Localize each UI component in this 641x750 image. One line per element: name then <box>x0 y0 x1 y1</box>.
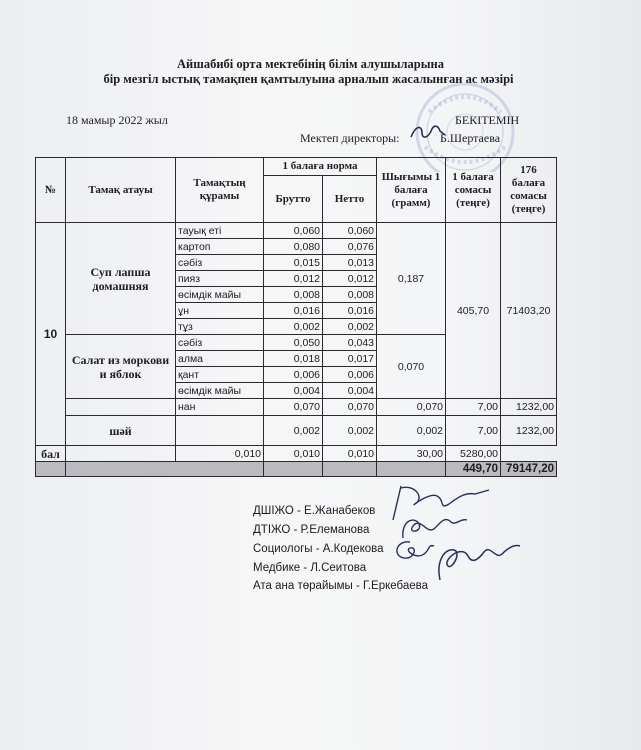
brutto-value: 0,002 <box>264 319 323 335</box>
day-number: 10 <box>36 223 66 446</box>
ingredient-name: алма <box>176 351 264 367</box>
netto-value: 0,010 <box>264 446 323 462</box>
netto-value: 0,076 <box>323 239 377 255</box>
cost176-value: 5280,00 <box>446 446 501 462</box>
signature-line: Ата ана төрайымы - Г.Еркебаева <box>253 580 429 592</box>
netto-value: 0,012 <box>323 271 377 287</box>
signature-erkebaeva-icon <box>428 540 523 585</box>
netto-value: 0,002 <box>323 319 377 335</box>
col-header-composition: Тамақтың құрамы <box>176 158 264 223</box>
netto-value: 0,060 <box>323 223 377 239</box>
director-label: Мектеп директоры: <box>300 131 400 145</box>
ingredient-name: ұн <box>176 303 264 319</box>
cost1-value: 7,00 <box>446 416 501 446</box>
signature-line: ДТІЖО - Р.Елеманова <box>253 524 370 536</box>
cost1-value: 405,70 <box>446 223 501 399</box>
signature-line: Медбике - Л.Сеитова <box>253 562 367 574</box>
brutto-value: 0,016 <box>264 303 323 319</box>
brutto-value: 0,015 <box>264 255 323 271</box>
dish-name: шәй <box>66 416 176 446</box>
netto-value: 0,017 <box>323 351 377 367</box>
ingredient-name: тауық еті <box>176 223 264 239</box>
yield-value: 0,010 <box>323 446 377 462</box>
col-header-yield: Шығымы 1 балаға (грамм) <box>377 158 446 223</box>
col-header-num: № <box>36 158 66 223</box>
cost1-value: 30,00 <box>377 446 446 462</box>
col-header-cost1: 1 балаға сомасы (теңге) <box>446 158 501 223</box>
empty-cell <box>176 416 264 446</box>
empty-cell <box>377 462 446 477</box>
ingredient-name: картоп <box>176 239 264 255</box>
empty-cell <box>36 462 66 477</box>
yield-value: 0,187 <box>377 223 446 335</box>
netto-value: 0,006 <box>323 367 377 383</box>
brutto-value: 0,002 <box>264 416 323 446</box>
doc-date: 18 мамыр 2022 жыл <box>66 113 168 127</box>
empty-cell <box>66 446 176 462</box>
col-header-netto: Нетто <box>323 176 377 223</box>
brutto-value: 0,012 <box>264 271 323 287</box>
brutto-value: 0,018 <box>264 351 323 367</box>
col-header-brutto: Брутто <box>264 176 323 223</box>
yield-value: 0,070 <box>377 399 446 416</box>
brutto-value: 0,010 <box>176 446 264 462</box>
ingredient-name: өсімдік майы <box>176 383 264 399</box>
doc-title-line1: Айшабибі орта мектебінің білім алушыларына <box>177 57 444 71</box>
empty-cell <box>323 462 377 477</box>
table-row <box>36 446 557 462</box>
netto-value: 0,004 <box>323 383 377 399</box>
brutto-value: 0,050 <box>264 335 323 351</box>
brutto-value: 0,080 <box>264 239 323 255</box>
yield-value: 0,002 <box>377 416 446 446</box>
netto-value: 0,070 <box>323 399 377 416</box>
total-cost1: 449,70 <box>446 462 501 477</box>
cost1-value: 7,00 <box>446 399 501 416</box>
approval-label: БЕКІТЕМІН <box>455 113 520 127</box>
netto-value: 0,016 <box>323 303 377 319</box>
brutto-value: 0,004 <box>264 383 323 399</box>
brutto-value: 0,060 <box>264 223 323 239</box>
ingredient-name: сәбіз <box>176 255 264 271</box>
brutto-value: 0,006 <box>264 367 323 383</box>
menu-table <box>35 157 557 477</box>
col-header-norm: 1 балаға норма <box>264 158 377 176</box>
cost176-value: 1232,00 <box>501 399 557 416</box>
netto-value: 0,013 <box>323 255 377 271</box>
col-header-cost176: 176 балаға сомасы (теңге) <box>501 158 557 223</box>
brutto-value: 0,008 <box>264 287 323 303</box>
netto-value: 0,002 <box>323 416 377 446</box>
netto-value: 0,043 <box>323 335 377 351</box>
total-row <box>36 462 557 477</box>
table-row <box>36 399 557 416</box>
empty-cell <box>66 399 176 416</box>
ingredient-name: сәбіз <box>176 335 264 351</box>
director-signature-icon <box>408 121 448 143</box>
dish-name: бал <box>36 446 66 462</box>
ingredient-name: пияз <box>176 271 264 287</box>
ingredient-name: өсімдік майы <box>176 287 264 303</box>
signature-line: Социологы - А.Кодекова <box>253 543 384 555</box>
table-row <box>36 416 557 446</box>
ingredient-name: қант <box>176 367 264 383</box>
yield-value: 0,070 <box>377 335 446 399</box>
director-name: Б.Шертаева <box>440 131 501 145</box>
brutto-value: 0,070 <box>264 399 323 416</box>
total-cost176: 79147,20 <box>501 462 557 477</box>
cost176-value: 71403,20 <box>501 223 557 399</box>
cost176-value: 1232,00 <box>501 416 557 446</box>
signature-line: ДШІЖО - Е.Жанабеков <box>253 505 376 517</box>
netto-value: 0,008 <box>323 287 377 303</box>
doc-title-line2: бір мезгіл ыстық тамақпен қамтылуына арналып жасалынған ас мәзірі <box>103 72 514 86</box>
col-header-dish: Тамақ атауы <box>66 158 176 223</box>
ingredient-name: нан <box>176 399 264 416</box>
table-row <box>36 223 557 239</box>
dish-name: Суп лапша домашняя <box>66 223 176 335</box>
empty-cell <box>66 462 264 477</box>
dish-name: Салат из моркови и яблок <box>66 335 176 399</box>
empty-cell <box>264 462 323 477</box>
ingredient-name: тұз <box>176 319 264 335</box>
